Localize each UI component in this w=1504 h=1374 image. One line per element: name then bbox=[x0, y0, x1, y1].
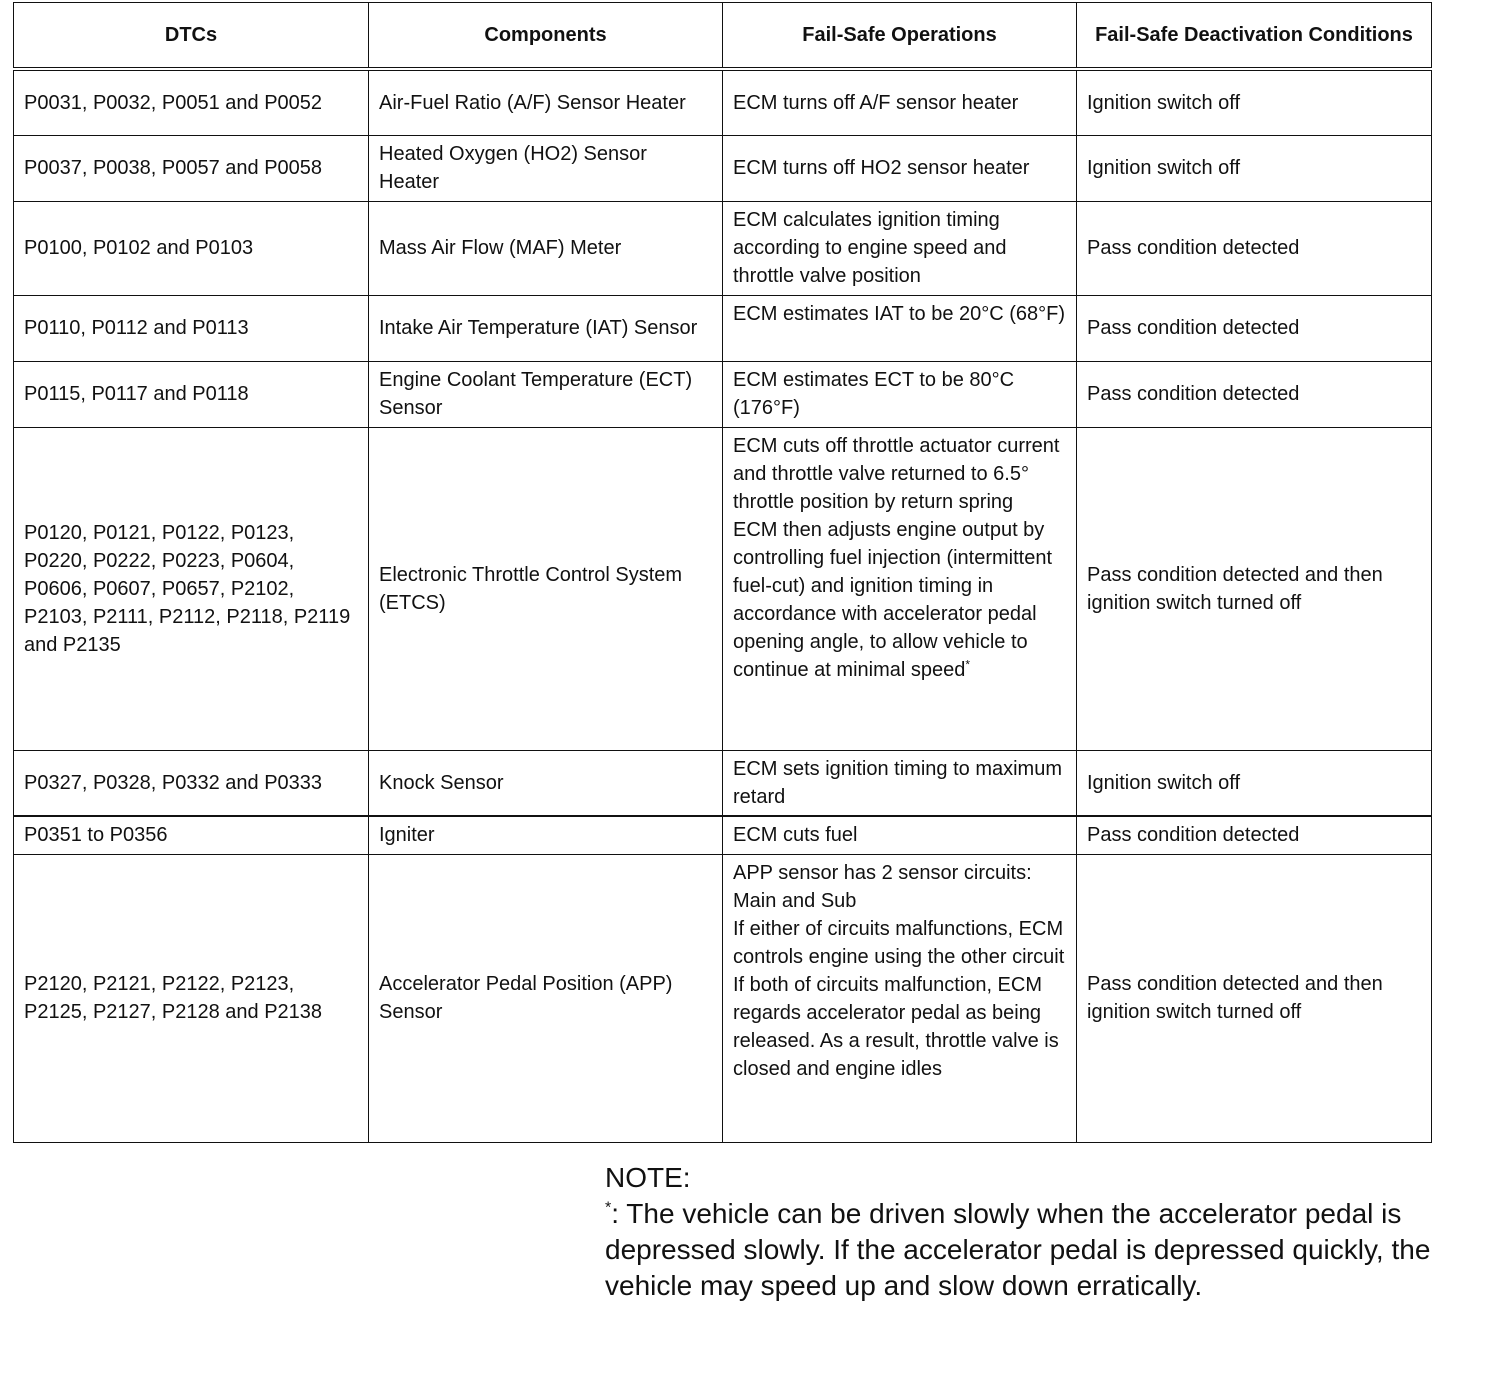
header-dtcs: DTCs bbox=[14, 3, 369, 70]
table-row bbox=[14, 750, 1432, 816]
operation-cell bbox=[723, 361, 1077, 427]
operation-cell bbox=[723, 816, 1077, 854]
component-cell: Mass Air Flow (MAF) Meter bbox=[369, 201, 723, 295]
table-row bbox=[14, 295, 1432, 361]
dtc-cell: P0037, P0038, P0057 and P0058 bbox=[14, 135, 369, 201]
operation-line: ECM cuts off throttle actuator current and throttle valve returned to 6.5° throttle position by return spring bbox=[733, 434, 1060, 513]
operation-cell bbox=[723, 427, 1077, 750]
operation-cell bbox=[723, 69, 1077, 135]
dtc-cell: P0031, P0032, P0051 and P0052 bbox=[14, 69, 369, 135]
note-block bbox=[605, 1160, 1465, 1304]
operation-cell bbox=[723, 135, 1077, 201]
table-row bbox=[14, 427, 1432, 750]
operation-cell bbox=[723, 295, 1077, 361]
operation-line: ECM estimates IAT to be 20°C (68°F) bbox=[733, 302, 1066, 325]
operation-line: If either of circuits malfunctions, ECM controls engine using the other circuit bbox=[733, 917, 1065, 968]
header-components: Components bbox=[369, 3, 723, 70]
deactivation-cell: Ignition switch off bbox=[1077, 750, 1432, 816]
header-fail-safe-operations: Fail-Safe Operations bbox=[723, 3, 1077, 70]
table-row bbox=[14, 135, 1432, 201]
footnote-mark: * bbox=[605, 1199, 612, 1217]
operation-cell bbox=[723, 750, 1077, 816]
dtc-cell: P0110, P0112 and P0113 bbox=[14, 295, 369, 361]
footnote-mark: * bbox=[965, 656, 971, 671]
component-cell: Knock Sensor bbox=[369, 750, 723, 816]
operation-line: ECM calculates ignition timing according to engine speed and throttle valve position bbox=[733, 208, 1007, 287]
table-row bbox=[14, 201, 1432, 295]
operation-line: ECM cuts fuel bbox=[733, 824, 858, 847]
component-cell: Air-Fuel Ratio (A/F) Sensor Heater bbox=[369, 69, 723, 135]
deactivation-cell: Pass condition detected and then ignition switch turned off bbox=[1077, 427, 1432, 750]
dtc-cell: P0327, P0328, P0332 and P0333 bbox=[14, 750, 369, 816]
operation-line: ECM turns off HO2 sensor heater bbox=[733, 157, 1030, 179]
dtc-cell: P2120, P2121, P2122, P2123, P2125, P2127, P2128 and P2138 bbox=[14, 854, 369, 1142]
operation-line: ECM turns off A/F sensor heater bbox=[733, 91, 1019, 114]
deactivation-cell: Pass condition detected bbox=[1077, 816, 1432, 854]
note-text: : The vehicle can be driven slowly when the accelerator pedal is depressed slowly. If the accelerator pedal is depressed quickly, the vehicle may speed up and slow down erratically. bbox=[605, 1198, 1431, 1301]
component-cell: Engine Coolant Temperature (ECT) Sensor bbox=[369, 361, 723, 427]
note-text-block bbox=[605, 1196, 1465, 1304]
deactivation-cell: Ignition switch off bbox=[1077, 135, 1432, 201]
dtc-cell: P0120, P0121, P0122, P0123, P0220, P0222, P0223, P0604, P0606, P0607, P0657, P2102, P2103, P2111, P2112, P2118, P2119 and P2135 bbox=[14, 427, 369, 750]
operation-cell bbox=[723, 201, 1077, 295]
table-row bbox=[14, 854, 1432, 1142]
fail-safe-table bbox=[13, 2, 1432, 1143]
component-cell: Accelerator Pedal Position (APP) Sensor bbox=[369, 854, 723, 1142]
component-cell: Heated Oxygen (HO2) Sensor Heater bbox=[369, 135, 723, 201]
header-deactivation-conditions: Fail-Safe Deactivation Conditions bbox=[1077, 3, 1432, 70]
component-cell: Electronic Throttle Control System (ETCS) bbox=[369, 427, 723, 750]
note-title: NOTE: bbox=[605, 1162, 691, 1193]
table-row bbox=[14, 69, 1432, 135]
component-cell: Igniter bbox=[369, 816, 723, 854]
table-row bbox=[14, 816, 1432, 854]
operation-cell bbox=[723, 854, 1077, 1142]
operation-line: ECM sets ignition timing to maximum retard bbox=[733, 757, 1062, 808]
deactivation-cell: Pass condition detected bbox=[1077, 201, 1432, 295]
component-cell: Intake Air Temperature (IAT) Sensor bbox=[369, 295, 723, 361]
deactivation-cell: Pass condition detected bbox=[1077, 295, 1432, 361]
table-header-row bbox=[14, 3, 1432, 70]
dtc-cell: P0115, P0117 and P0118 bbox=[14, 361, 369, 427]
dtc-cell: P0351 to P0356 bbox=[14, 816, 369, 854]
table-row bbox=[14, 361, 1432, 427]
operation-line: ECM estimates ECT to be 80°C (176°F) bbox=[733, 368, 1015, 419]
deactivation-cell: Pass condition detected and then ignition switch turned off bbox=[1077, 854, 1432, 1142]
operation-line bbox=[733, 516, 1066, 684]
deactivation-cell: Ignition switch off bbox=[1077, 69, 1432, 135]
deactivation-cell: Pass condition detected bbox=[1077, 361, 1432, 427]
operation-line: If both of circuits malfunction, ECM regards accelerator pedal as being released. As a result, throttle valve is closed and engine idles bbox=[733, 973, 1059, 1080]
dtc-cell: P0100, P0102 and P0103 bbox=[14, 201, 369, 295]
operation-line: APP sensor has 2 sensor circuits: Main and Sub bbox=[733, 861, 1032, 912]
operation-line-text: ECM then adjusts engine output by controlling fuel injection (intermittent fuel-cut) and ignition timing in accordance with accelerator pedal opening angle, to allow vehicle to continue at minimal speed bbox=[733, 518, 1053, 681]
